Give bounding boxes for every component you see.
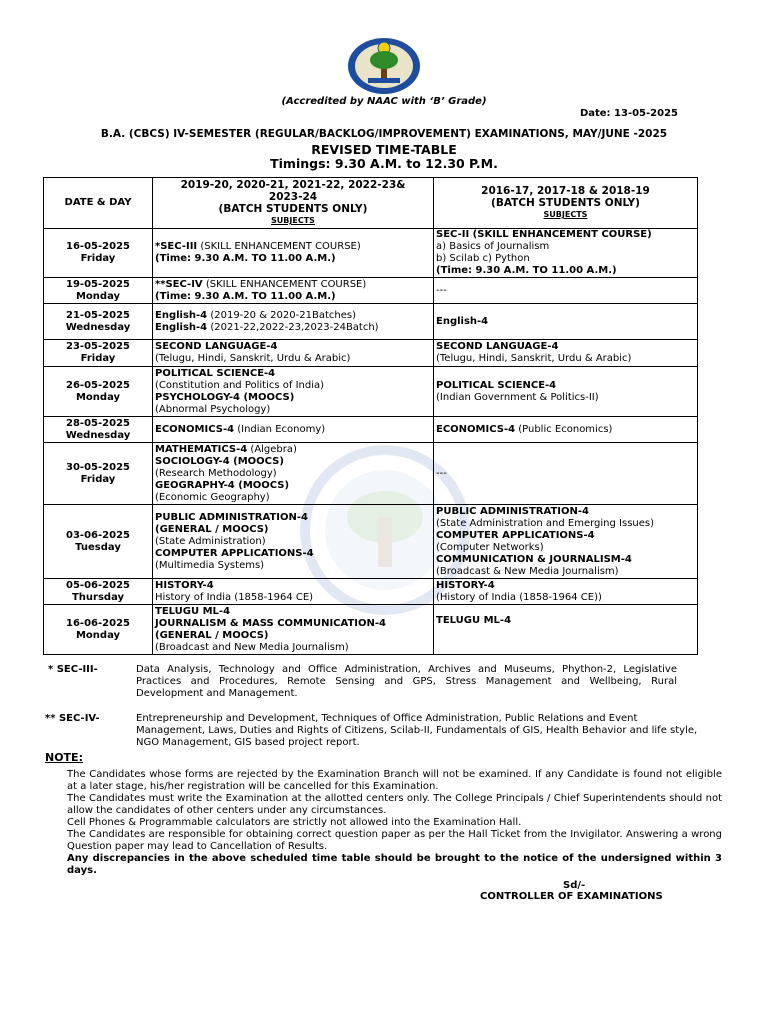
subject-detail: b) Scilab c) Python [436, 253, 530, 264]
subject-name: GEOGRAPHY-4 (MOOCS) [155, 479, 290, 491]
signature-sd: Sd/- [563, 880, 586, 891]
subject-cell [153, 278, 434, 304]
header-batch-new-years: 2019-20, 2020-21, 2021-22, 2022-23& [180, 179, 406, 191]
timings-heading: Timings: 9.30 A.M. to 12.30 P.M. [270, 156, 498, 171]
subject-name: English-4 [155, 321, 208, 333]
subject-cell [434, 340, 698, 367]
subject-name: COMPUTER APPLICATIONS-4 [436, 529, 595, 541]
subject-detail: (Telugu, Hindi, Sanskrit, Urdu & Arabic) [155, 353, 351, 364]
note-item: The Candidates whose forms are rejected by the Examination Branch will not be examined. If any Candidate is found not eligible at a later stage, his/her registration will be cancelled for this Examination. [67, 769, 722, 792]
university-logo-emblem [343, 36, 425, 96]
header-subjects-label: SUBJECTS [543, 210, 588, 219]
subject-name: POLITICAL SCIENCE-4 [155, 367, 276, 379]
date-cell [44, 229, 153, 278]
subject-name: **SEC-IV [155, 278, 203, 290]
exam-day: Tuesday [75, 541, 121, 553]
header-batch-new-years-cont: 2023-24 [268, 191, 318, 203]
subject-detail: (Broadcast and New Media Journalism) [155, 641, 349, 653]
exam-date: 19-05-2025 [66, 278, 130, 290]
subject-cell [434, 579, 698, 605]
exam-date: 28-05-2025 [66, 417, 130, 429]
subject-name: SECOND LANGUAGE-4 [155, 341, 278, 352]
subject-detail: (Public Economics) [515, 423, 613, 435]
subject-detail: History of India (1858-1964 CE) [155, 591, 314, 603]
subject-time: (Time: 9.30 A.M. TO 11.00 A.M.) [155, 253, 336, 264]
table-row [44, 605, 698, 655]
subject-detail: (SKILL ENHANCEMENT COURSE) [197, 241, 361, 252]
subject-name: TELUGU ML-4 [155, 605, 231, 617]
sec3-footnote-label: * SEC-III- [48, 664, 98, 675]
subject-name: HISTORY-4 [436, 579, 495, 591]
exam-date: 03-06-2025 [66, 529, 130, 541]
subject-name: English-4 [155, 309, 208, 321]
subject-name: SOCIOLOGY-4 (MOOCS) [155, 455, 284, 467]
table-row [44, 443, 698, 505]
subject-name: SECOND LANGUAGE-4 [436, 341, 559, 352]
table-row [44, 304, 698, 340]
table-row [44, 367, 698, 417]
header-batch-old-years: 2016-17, 2017-18 & 2018-19 [481, 185, 650, 197]
exam-day: Monday [75, 290, 121, 302]
subject-name: (GENERAL / MOOCS) [155, 523, 269, 535]
sec3-footnote-text: Data Analysis, Technology and Office Administration, Archives and Museums, Phython-2, Legislative Practices and Procedures, Remote Sensing and GPS, Stress Management and Wellbeing, Rural Development and Management. [136, 664, 677, 699]
subject-detail: (Indian Economy) [234, 423, 326, 435]
subject-name: JOURNALISM & MASS COMMUNICATION-4 [155, 617, 386, 629]
subject-cell [153, 367, 434, 417]
subject-cell [153, 605, 434, 655]
subject-detail: (Research Methodology) [155, 467, 277, 479]
exam-day: Friday [80, 473, 116, 485]
subject-cell [434, 367, 698, 417]
subject-name: PSYCHOLOGY-4 (MOOCS) [155, 391, 295, 403]
subject-name: MATHEMATICS-4 [155, 443, 248, 455]
date-cell [44, 505, 153, 579]
header-date-day: DATE & DAY [44, 178, 153, 229]
note-item: Cell Phones & Programmable calculators are strictly not allowed into the Examination Hall. [67, 817, 522, 828]
subject-cell [434, 417, 698, 443]
subject-cell [153, 417, 434, 443]
date-cell [44, 605, 153, 655]
subject-name: COMMUNICATION & JOURNALISM-4 [436, 553, 632, 565]
table-header-row [44, 178, 698, 229]
subject-cell: English-4 [434, 304, 698, 340]
subject-detail: (Telugu, Hindi, Sanskrit, Urdu & Arabic) [436, 353, 632, 364]
signature-title: CONTROLLER OF EXAMINATIONS [480, 891, 663, 902]
header-batch-old-only: (BATCH STUDENTS ONLY) [491, 197, 640, 209]
subject-name: HISTORY-4 [155, 579, 214, 591]
subject-name: COMPUTER APPLICATIONS-4 [155, 547, 314, 559]
exam-day: Thursday [71, 591, 125, 603]
subject-cell [434, 505, 698, 579]
exam-date: 21-05-2025 [66, 309, 130, 321]
note-item: The Candidates are responsible for obtaining correct question paper as per the Hall Ticket from the Invigilator. Answering a wrong Question paper may lead to Cancellation of Results. [67, 829, 722, 852]
subject-cell [153, 505, 434, 579]
exam-date: 26-05-2025 [66, 379, 130, 391]
table-row [44, 278, 698, 304]
exam-day: Monday [75, 629, 121, 641]
time-table [43, 177, 698, 655]
table-row [44, 417, 698, 443]
subject-detail: (Broadcast & New Media Journalism) [436, 565, 619, 577]
subject-detail: a) Basics of Journalism [436, 241, 550, 252]
subject-name: PUBLIC ADMINISTRATION-4 [436, 505, 589, 517]
date-cell [44, 340, 153, 367]
exam-day: Monday [75, 391, 121, 403]
exam-day: Wednesday [65, 429, 131, 441]
subject-detail: (Abnormal Psychology) [155, 403, 271, 415]
accreditation-text: (Accredited by NAAC with ‘B’ Grade) [281, 96, 487, 107]
header-batch-new [153, 178, 434, 229]
table-row [44, 229, 698, 278]
subject-time: (Time: 9.30 A.M. TO 11.00 A.M.) [436, 265, 617, 276]
subject-name: (GENERAL / MOOCS) [155, 629, 269, 641]
header-batch-new-only: (BATCH STUDENTS ONLY) [218, 203, 368, 215]
sec4-footnote-label: ** SEC-IV- [45, 713, 100, 724]
note-heading: NOTE: [45, 751, 83, 764]
subject-cell: --- [434, 443, 698, 505]
subject-time: (Time: 9.30 A.M. TO 11.00 A.M.) [155, 290, 336, 302]
subject-detail: (SKILL ENHANCEMENT COURSE) [202, 278, 367, 290]
header-subjects-label: SUBJECTS [271, 216, 315, 225]
header-batch-old [434, 178, 698, 229]
exam-date: 16-06-2025 [66, 617, 130, 629]
subject-detail: (State Administration) [155, 535, 266, 547]
note-item: The Candidates must write the Examination at the allotted centers only. The College Principals / Chief Superintendents should not allow the candidates of other centers under any circumstances. [67, 793, 722, 816]
subject-cell [153, 443, 434, 505]
subject-cell [153, 340, 434, 367]
table-row [44, 340, 698, 367]
subject-detail: (Multimedia Systems) [155, 559, 265, 571]
subject-name: ECONOMICS-4 [436, 423, 516, 435]
exam-date: 16-05-2025 [66, 241, 130, 252]
subject-detail: (Indian Government & Politics-II) [436, 391, 599, 403]
subject-detail: (History of India (1858-1964 CE)) [436, 591, 602, 603]
subject-cell [153, 304, 434, 340]
subject-detail: (Economic Geography) [155, 491, 270, 503]
subject-cell: TELUGU ML-4 [434, 605, 698, 655]
subject-detail: (Computer Networks) [436, 541, 544, 553]
date-cell [44, 304, 153, 340]
subject-name: PUBLIC ADMINISTRATION-4 [155, 511, 308, 523]
exam-date: 23-05-2025 [66, 341, 130, 352]
exam-day: Wednesday [65, 321, 131, 333]
table-row [44, 579, 698, 605]
subject-name: ECONOMICS-4 [155, 423, 235, 435]
subject-cell [434, 229, 698, 278]
subject-detail: (Algebra) [247, 443, 297, 455]
exam-date: 30-05-2025 [66, 461, 130, 473]
exam-date: 05-06-2025 [66, 579, 130, 591]
subject-detail: (State Administration and Emerging Issues) [436, 517, 655, 529]
subject-cell [153, 229, 434, 278]
date-cell [44, 278, 153, 304]
subject-detail: (2019-20 & 2020-21Batches) [207, 309, 356, 321]
note-item: Any discrepancies in the above scheduled time table should be brought to the notice of the undersigned within 3 days. [67, 853, 722, 876]
notes-block [67, 769, 722, 877]
exam-title: B.A. (CBCS) IV-SEMESTER (REGULAR/BACKLOG/IMPROVEMENT) EXAMINATIONS, MAY/JUNE -2025 [100, 128, 668, 140]
subject-name: *SEC-III [155, 241, 198, 252]
date-cell [44, 579, 153, 605]
subject-name: POLITICAL SCIENCE-4 [436, 379, 557, 391]
date-cell [44, 417, 153, 443]
table-row [44, 505, 698, 579]
exam-day: Friday [80, 253, 116, 264]
revised-time-table-heading: REVISED TIME-TABLE [311, 142, 457, 157]
subject-cell [153, 579, 434, 605]
date-cell [44, 443, 153, 505]
subject-detail: (Constitution and Politics of India) [155, 379, 325, 391]
sec4-footnote-text: Entrepreneurship and Development, Techniques of Office Administration, Public Relations and Event Management, Laws, Duties and Rights of Citizens, Scilab-II, Fundamentals of GIS, Health Behavior and life style, NGO Management, GIS based project report. [136, 713, 698, 748]
date-cell [44, 367, 153, 417]
exam-day: Friday [80, 353, 116, 364]
subject-detail: (2021-22,2022-23,2023-24Batch) [207, 321, 379, 333]
subject-cell: --- [434, 278, 698, 304]
subject-name: SEC-II (SKILL ENHANCEMENT COURSE) [436, 229, 652, 240]
document-date: Date: 13-05-2025 [579, 108, 678, 119]
